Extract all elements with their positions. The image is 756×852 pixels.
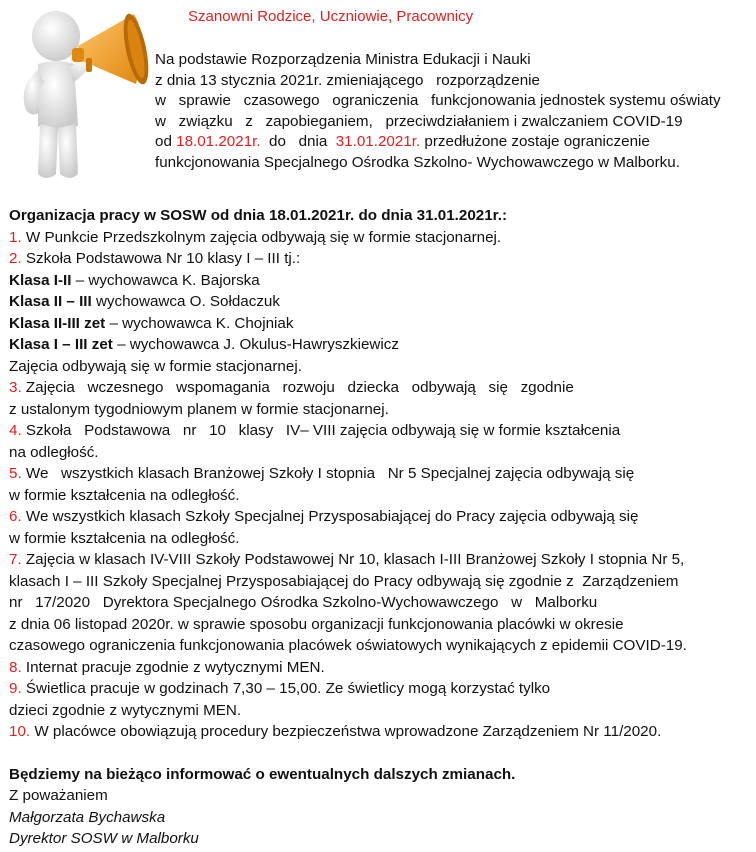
closing-regards: Z poważaniem bbox=[9, 787, 108, 804]
class-name: Klasa II – III bbox=[9, 293, 92, 310]
class-teacher: – wychowawca K. Bajorska bbox=[71, 271, 260, 289]
item-text: w formie kształcenia na odległość. bbox=[9, 486, 240, 504]
organization-title: Organizacja pracy w SOSW od dnia 18.01.2021r. do dnia 31.01.2021r.: bbox=[9, 207, 508, 224]
list-item bbox=[9, 506, 749, 528]
intro-line: w związku z zapobieganiem, przeciwdziałaniem i zwalczaniem COVID-19 bbox=[155, 112, 683, 130]
item-text: na odległość. bbox=[9, 443, 99, 461]
item-text: We wszystkich klasach Szkoły Specjalnej Przysposabiającej do Pracy zajęcia odbywają się bbox=[21, 508, 639, 525]
item-number: 7. bbox=[9, 551, 22, 568]
item-text: Zajęcia w klasach IV-VIII Szkoły Podstawowej Nr 10, klasach I-III Branżowej Szkoły I stopnia Nr 5, bbox=[21, 551, 685, 568]
intro-line: funkcjonowania Specjalnego Ośrodka Szkolno- Wychowawczego w Malborku. bbox=[155, 153, 680, 171]
date-to: 31.01.2021r. bbox=[335, 133, 421, 151]
item-text: czasowego ograniczenia funkcjonowania placówek oświatowych wynikających z epidemii COVID-19. bbox=[9, 637, 687, 654]
item-text: Szkoła Podstawowa nr 10 klasy IV– VIII zajęcia odbywają się w formie kształcenia bbox=[21, 422, 621, 439]
list-item bbox=[9, 463, 749, 485]
item-text: We wszystkich klasach Branżowej Szkoły I stopnia Nr 5 Specjalnej zajęcia odbywają się bbox=[21, 465, 635, 482]
main-content bbox=[9, 205, 749, 850]
class-row bbox=[9, 270, 749, 292]
person-with-megaphone-icon bbox=[8, 6, 168, 184]
intro-line-dates bbox=[155, 132, 745, 153]
page-heading: Szanowni Rodzice, Uczniowie, Pracownicy bbox=[188, 8, 474, 25]
date-from: 18.01.2021r. bbox=[176, 133, 261, 151]
closing-notice: Będziemy na bieżąco informować o ewentualnych dalszych zmianach. bbox=[9, 765, 516, 783]
intro-line: w sprawie czasowego ograniczenia funkcjonowania jednostek systemu oświaty bbox=[155, 92, 721, 110]
item-text: Świetlica pracuje w godzinach 7,30 – 15,00. Ze świetlicy mogą korzystać tylko bbox=[21, 680, 551, 697]
item-number: 10. bbox=[9, 723, 31, 740]
item-text: Zajęcia wczesnego wspomagania rozwoju dziecka odbywają się zgodnie bbox=[21, 379, 574, 396]
intro-line: z dnia 13 stycznia 2021r. zmieniającego rozporządzenie bbox=[155, 71, 540, 89]
intro-line: Na podstawie Rozporządzenia Ministra Edukacji i Nauki bbox=[155, 51, 531, 68]
class-name: Klasa I-II bbox=[9, 271, 72, 289]
class-teacher: – wychowawca J. Okulus-Hawryszkiewicz bbox=[112, 336, 399, 353]
item-text: nr 17/2020 Dyrektora Specjalnego Ośrodka Szkolno-Wychowawczego w Malborku bbox=[9, 594, 598, 611]
item-text: dzieci zgodnie z wytycznymi MEN. bbox=[9, 701, 242, 719]
item-text: klasach I – III Szkoły Specjalnej Przysposabiającej do Pracy odbywają się zgodnie z Zarządzeniem bbox=[9, 572, 679, 590]
list-item bbox=[9, 678, 749, 700]
list-item bbox=[9, 549, 749, 571]
class-name: Klasa II-III zet bbox=[9, 314, 106, 332]
list-item bbox=[9, 657, 749, 679]
item-number: 4. bbox=[9, 422, 22, 439]
item-text: z ustalonym tygodniowym planem w formie stacjonarnej. bbox=[9, 400, 389, 418]
signature-name: Małgorzata Bychawska bbox=[9, 808, 166, 826]
class-row bbox=[9, 313, 749, 335]
item-text: Zajęcia odbywają się w formie stacjonarnej. bbox=[9, 357, 302, 375]
item-number: 3. bbox=[9, 379, 22, 396]
item-number: 8. bbox=[9, 658, 22, 676]
item-number: 5. bbox=[9, 465, 22, 482]
item-number: 1. bbox=[9, 228, 22, 246]
item-number: 9. bbox=[9, 680, 22, 697]
class-teacher: – wychowawca K. Chojniak bbox=[105, 314, 294, 332]
list-item bbox=[9, 420, 749, 442]
class-teacher: wychowawca O. Sołdaczuk bbox=[91, 293, 280, 310]
intro-paragraph bbox=[155, 50, 745, 174]
item-number: 2. bbox=[9, 250, 22, 267]
list-item bbox=[9, 377, 749, 399]
list-item bbox=[9, 227, 749, 249]
class-name: Klasa I – III zet bbox=[9, 336, 113, 353]
class-row bbox=[9, 334, 749, 356]
item-text: W placówce obowiązują procedury bezpieczeństwa wprowadzone Zarządzeniem Nr 11/2020. bbox=[30, 723, 662, 740]
item-text: Szkoła Podstawowa Nr 10 klasy I – III tj.: bbox=[21, 250, 301, 267]
signature-role: Dyrektor SOSW w Malborku bbox=[9, 830, 199, 847]
class-row bbox=[9, 291, 749, 313]
intro-text: od bbox=[155, 133, 177, 151]
item-number: 6. bbox=[9, 508, 22, 525]
item-text: z dnia 06 listopad 2020r. w sprawie sposobu organizacji funkcjonowania placówki w okresie bbox=[9, 615, 624, 633]
list-item bbox=[9, 248, 749, 270]
item-text: W Punkcie Przedszkolnym zajęcia odbywają się w formie stacjonarnej. bbox=[21, 228, 502, 246]
list-item bbox=[9, 721, 749, 743]
spacer bbox=[9, 743, 749, 764]
intro-text: przedłużone zostaje ograniczenie bbox=[420, 133, 650, 151]
item-text: Internat pracuje zgodnie z wytycznymi MEN. bbox=[21, 658, 325, 676]
intro-text: do dnia bbox=[260, 133, 336, 151]
item-text: w formie kształcenia na odległość. bbox=[9, 529, 240, 547]
